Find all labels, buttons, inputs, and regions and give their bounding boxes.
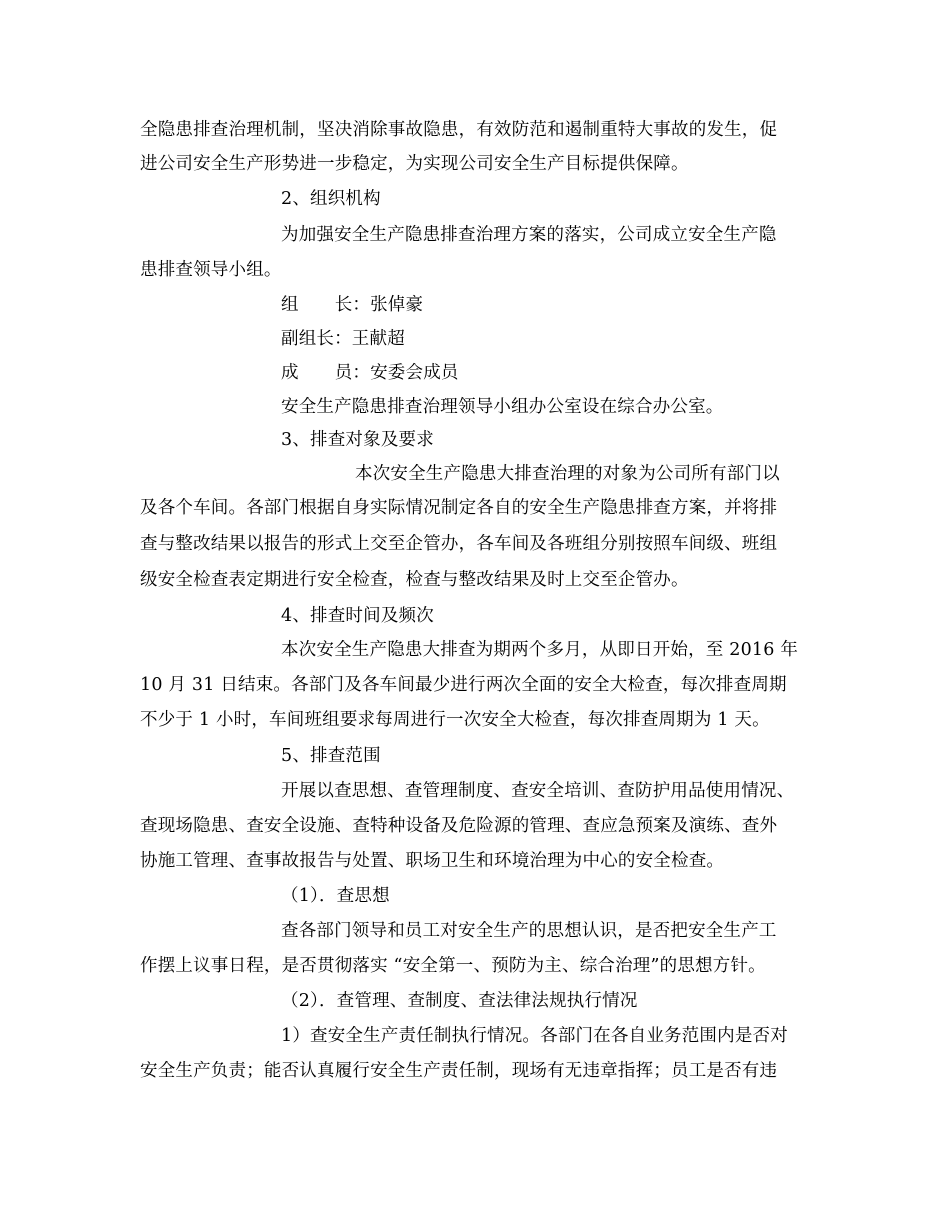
subsection-heading: （1）．查思想 — [281, 886, 390, 906]
paragraph-line: 查各部门领导和员工对安全生产的思想认识，是否把安全生产工 — [281, 921, 777, 941]
section-heading: 3、排查对象及要求 — [281, 430, 434, 450]
paragraph-line: 开展以查思想、查管理制度、查安全培训、查防护用品使用情况、 — [281, 781, 795, 801]
member-name: 安委会成员 — [370, 363, 459, 383]
paragraph-line: 1）查安全生产责任制执行情况。各部门在各自业务范围内是否对 — [281, 1026, 788, 1046]
paragraph-line: 全隐患排查治理机制，坚决消除事故隐患，有效防范和遏制重特大事故的发生，促 — [140, 120, 778, 140]
subsection-heading: （2）．查管理、查制度、查法律法规执行情况 — [281, 991, 638, 1011]
paragraph-line: 安全生产隐患排查治理领导小组办公室设在综合办公室。 — [281, 397, 724, 417]
paragraph-line: 及各个车间。各部门根据自身实际情况制定各自的安全生产隐患排查方案，并将排 — [140, 498, 778, 518]
paragraph-line: 本次安全生产隐患大排查治理的对象为公司所有部门以 — [355, 464, 780, 484]
paragraph-line: 进公司安全生产形势进一步稳定，为实现公司安全生产目标提供保障。 — [140, 154, 689, 174]
deputy-leader-line: 副组长：王献超 — [281, 329, 405, 349]
paragraph-line: 不少于 1 小时，车间班组要求每周进行一次安全大检查，每次排查周期为 1 天。 — [140, 710, 770, 730]
paragraph-line: 查现场隐患、查安全设施、查特种设备及危险源的管理、查应急预案及演练、查外 — [140, 816, 778, 836]
member-line — [281, 361, 459, 385]
paragraph-line: 本次安全生产隐患大排查为期两个多月，从即日开始，至 2016 年 — [281, 640, 799, 660]
leader-role-a: 组 — [281, 295, 299, 315]
paragraph-line: 协施工管理、查事故报告与处置、职场卫生和环境治理为中心的安全检查。 — [140, 851, 725, 871]
section-heading: 4、排查时间及频次 — [281, 606, 434, 626]
paragraph-line: 患排查领导小组。 — [140, 260, 282, 280]
leader-role-b: 长： — [334, 295, 371, 315]
section-heading: 2、组织机构 — [281, 189, 381, 209]
paragraph-line: 为加强安全生产隐患排查治理方案的落实，公司成立安全生产隐 — [281, 225, 777, 245]
paragraph-line: 级安全检查表定期进行安全检查，检查与整改结果及时上交至企管办。 — [140, 570, 689, 590]
leader-line — [281, 293, 423, 317]
paragraph-line: 作摆上议事日程，是否贯彻落实 “安全第一、预防为主、综合治理”的思想方针。 — [140, 956, 766, 976]
paragraph-line: 安全生产负责；能否认真履行安全生产责任制，现场有无违章指挥；员工是否有违 — [140, 1061, 778, 1081]
member-role-a: 成 — [281, 363, 299, 383]
member-role-b: 员： — [334, 363, 371, 383]
leader-name: 张倬豪 — [370, 295, 424, 315]
paragraph-line: 查与整改结果以报告的形式上交至企管办，各车间及各班组分别按照车间级、班组 — [140, 534, 778, 554]
paragraph-line: 10 月 31 日结束。各部门及各车间最少进行两次全面的安全大检查，每次排查周期 — [140, 675, 787, 695]
section-heading: 5、排查范围 — [281, 746, 381, 766]
